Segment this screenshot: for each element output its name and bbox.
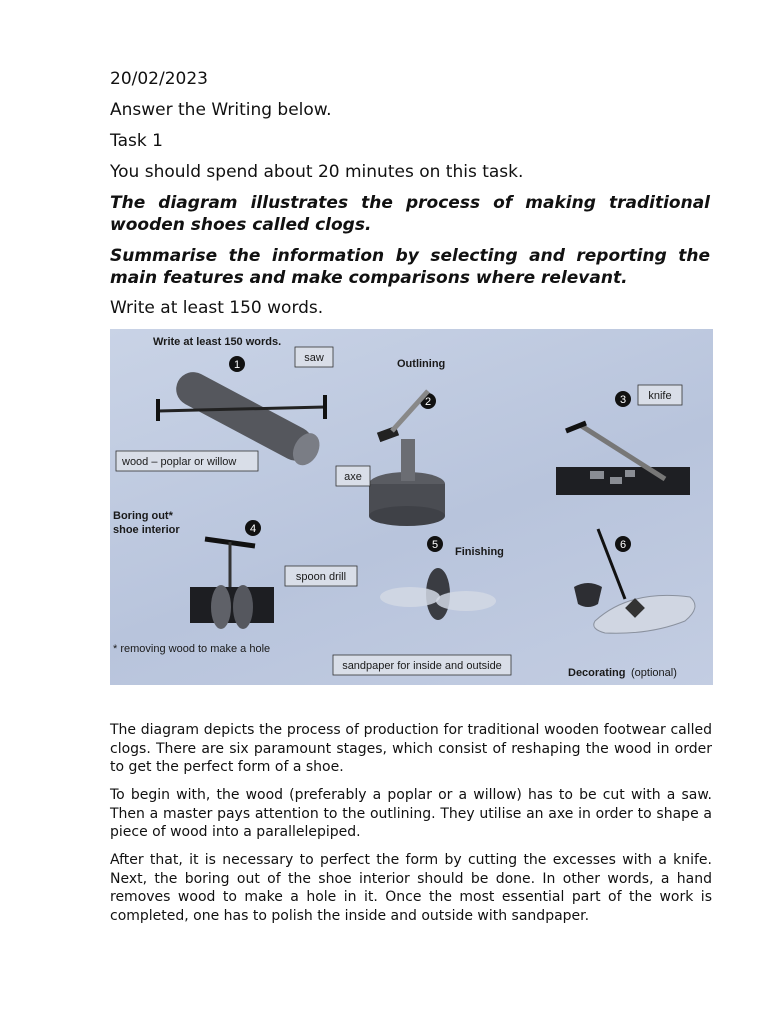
outlining-label: Outlining [397,358,446,370]
step-3-knife [556,385,690,495]
axe-handle [392,391,428,431]
clamp-block [190,587,274,623]
wood-block [401,439,415,481]
step-6-decorating [568,529,695,679]
step-number-2-label: 2 [424,396,432,408]
task-prompt-2: Summarise the information by selecting and reporting the main features and make comparisons where relevant. [110,246,710,288]
task-title: Task 1 [110,131,163,151]
wood-label: wood – poplar or willow [122,456,237,468]
step-number-5-label: 5 [431,539,439,551]
diagram-canvas [110,329,713,685]
clog-blank-right [233,585,253,629]
step-number-3-label: 3 [619,394,627,406]
sandpaper-label: sandpaper for inside and outside [342,660,502,672]
step-number-6-label: 6 [619,539,627,551]
word-count-line: Write at least 150 words. [110,298,324,318]
saw-illustration [158,407,325,411]
sanding-hand-right [436,591,496,611]
step-number-1-label: 1 [233,359,241,371]
step-2-outlining [336,358,445,526]
date-line: 20/02/2023 [110,69,208,89]
step-1-sawing [116,347,333,471]
sanding-hand-left [380,587,440,607]
answer-paragraph-1: The diagram depicts the process of production for traditional wooden footwear called clogs. There are six paramount stages, which consist of reshaping the wood in order to get the perfect form of a shoe. [110,722,712,775]
axe-label: axe [344,471,362,483]
boring-label-1: Boring out* [113,510,173,522]
clog-blank-left [211,585,231,629]
clog-process-diagram [110,329,713,685]
saw-label: saw [304,352,324,364]
step-4-boring [113,510,357,655]
step-number-4-label: 4 [249,523,257,535]
task-prompt-1: The diagram illustrates the process of making traditional wooden shoes called clogs. [110,193,710,235]
decorating-label: Decorating [568,667,626,679]
paint-pot [574,583,602,607]
diagram-heading: Write at least 150 words. [153,336,282,348]
finished-clog [594,595,695,633]
knife-label: knife [648,390,672,402]
finishing-label: Finishing [455,546,504,558]
decorating-optional: (optional) [631,667,677,679]
workbench [556,467,690,495]
time-note: You should spend about 20 minutes on this task. [110,162,524,182]
answer-paragraph-2: To begin with, the wood (preferably a poplar or a willow) has to be cut with a saw. Then a master pays attention to the outlining. They utilise an axe in order to shape a piece of wood into a parallelepiped. [110,787,712,840]
removing-note: * removing wood to make a hole [113,643,271,655]
answer-paragraph-3: After that, it is necessary to perfect the form by cutting the excesses with a knife. Next, the boring out of the shoe interior should be done. In other words, a hand removes wood to make a hole in it. Once the most essential part of the work is completed, one has to polish the inside and outside with sandpaper. [110,852,712,924]
boring-label-2: shoe interior [113,524,180,536]
step-5-finishing [333,536,511,675]
spoon-drill-label: spoon drill [295,571,347,583]
instruction-line: Answer the Writing below. [110,100,332,120]
